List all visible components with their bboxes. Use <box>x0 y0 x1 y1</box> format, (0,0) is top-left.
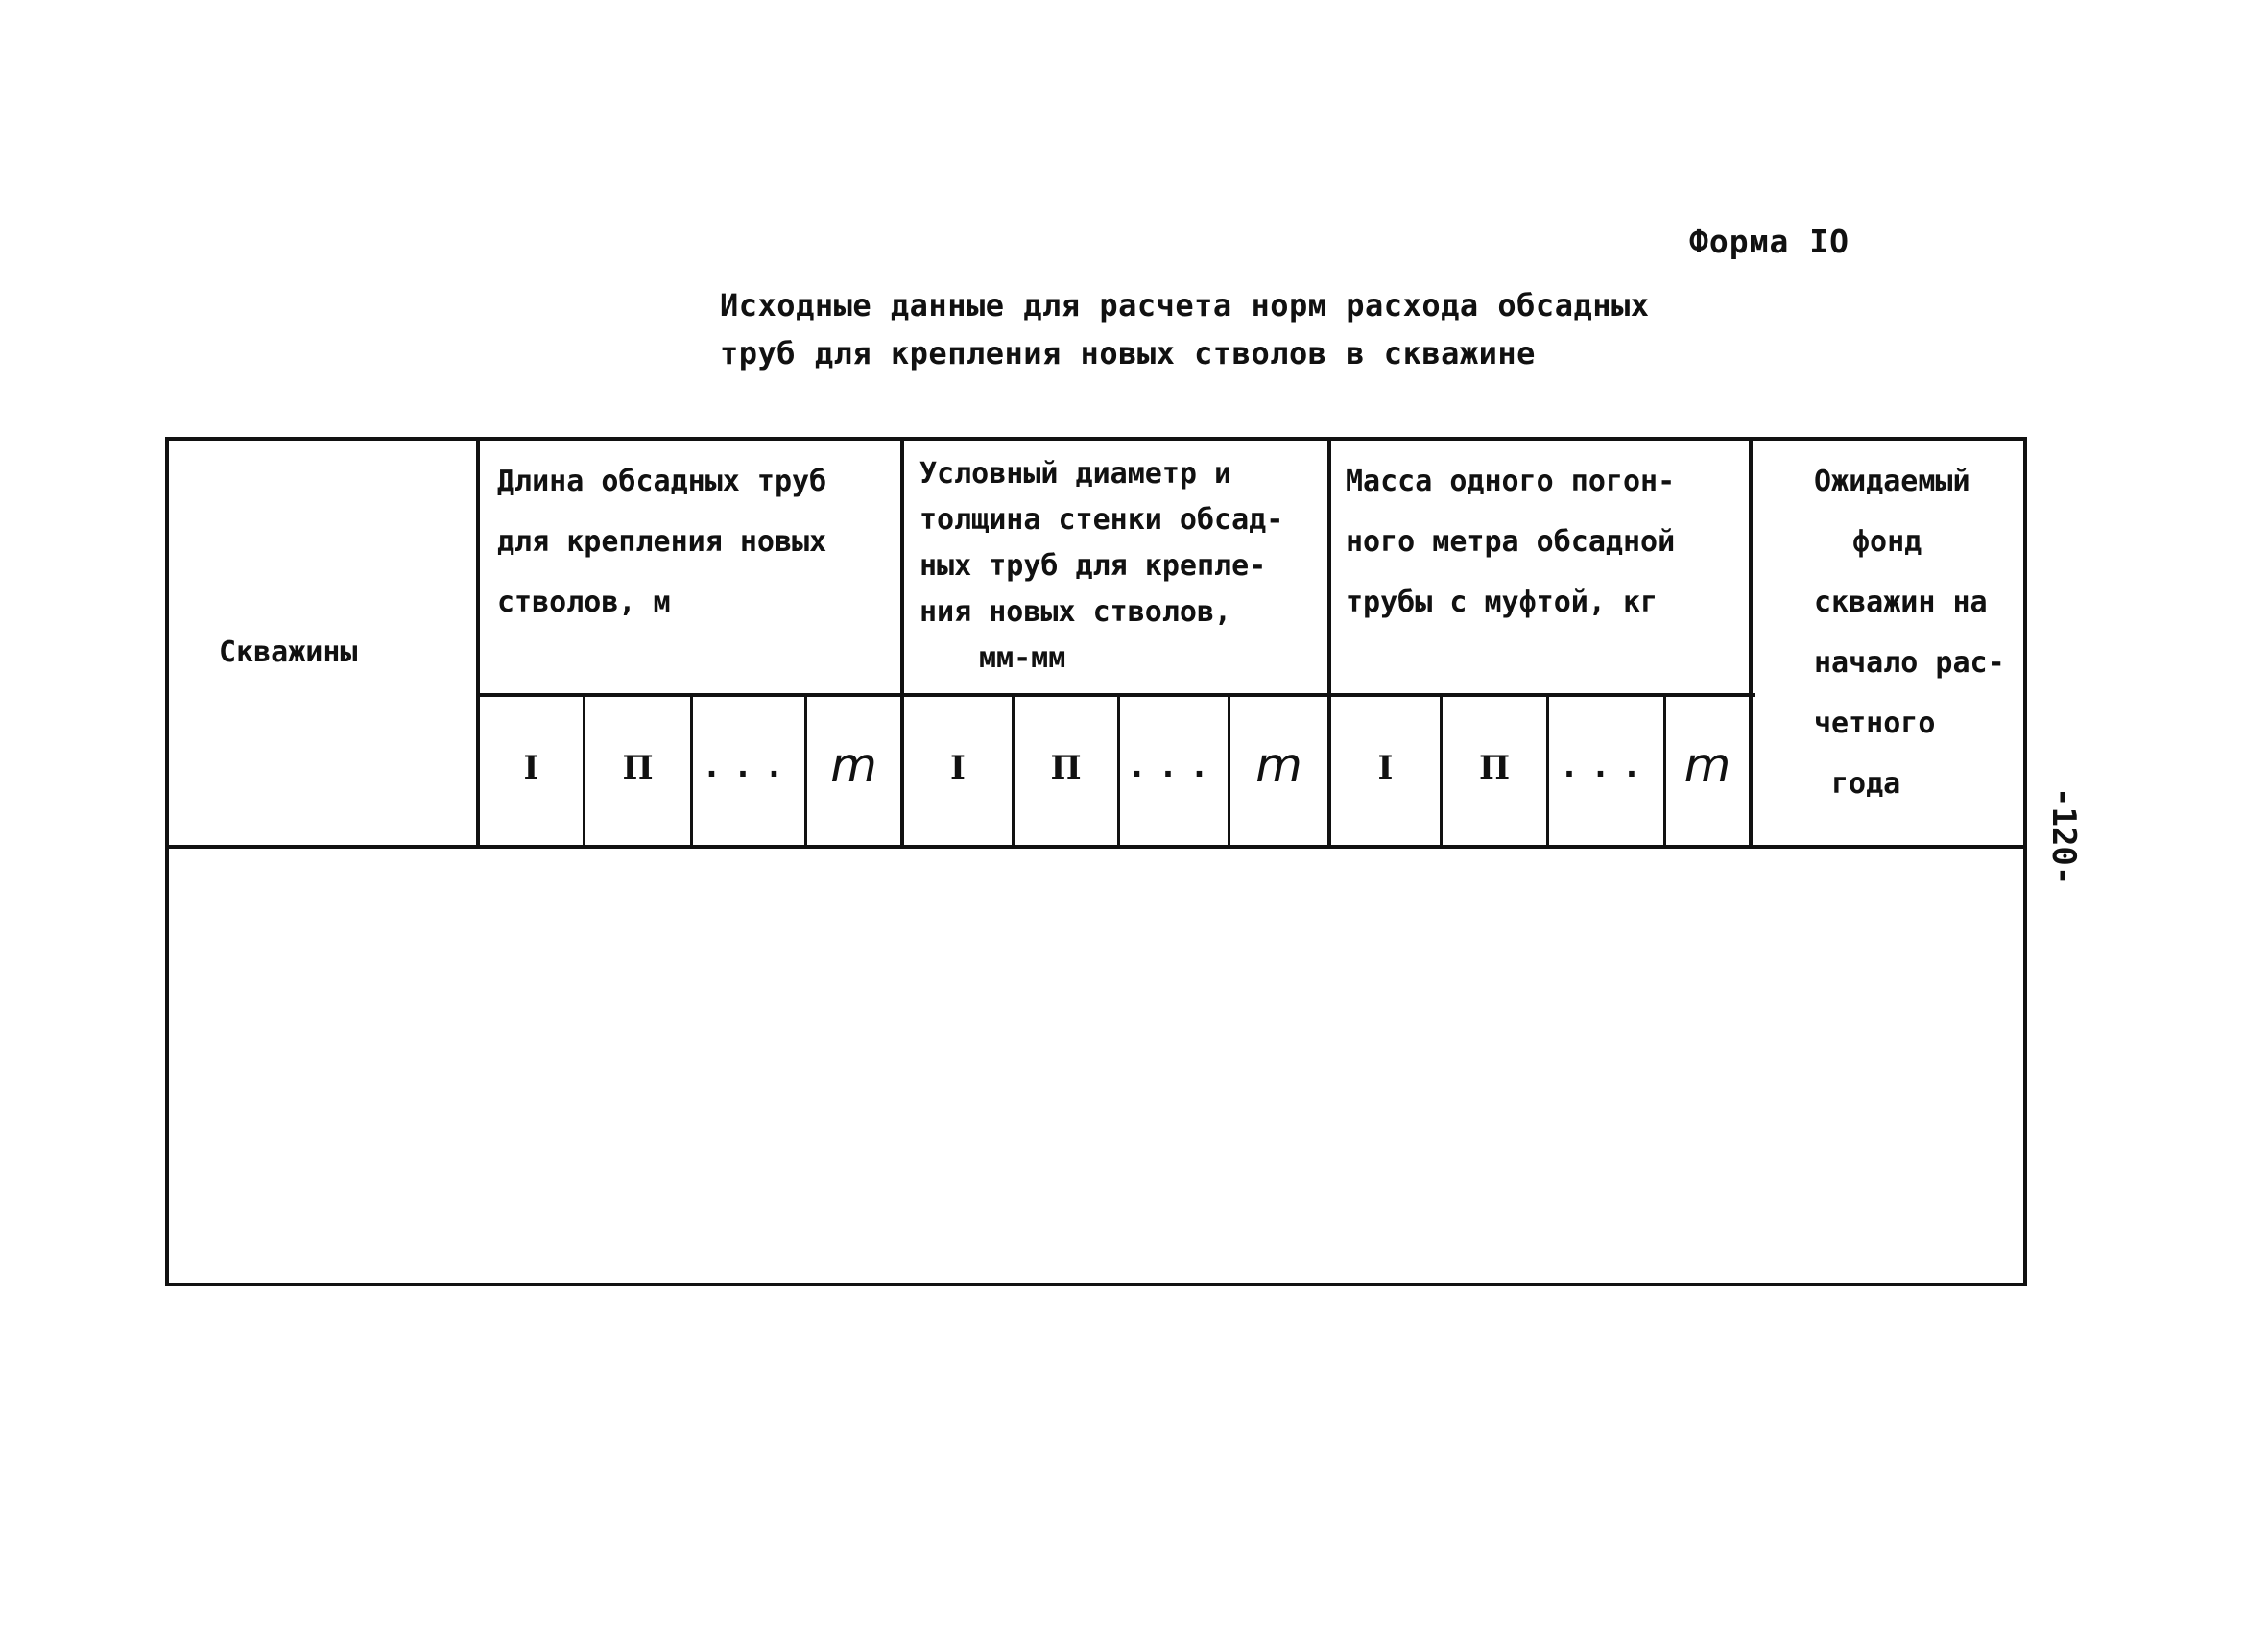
header-mass <box>1346 451 1675 633</box>
header-diameter-line: толщина стенки обсад- <box>919 503 1284 537</box>
header-fund-line: года <box>1831 767 1901 801</box>
header-diameter-line: ния новых стволов, <box>919 595 1232 629</box>
title-line-2: труб для крепления новых стволов в скважине <box>720 335 1536 372</box>
header-wells: Скважины <box>219 636 358 669</box>
subcol-label-2: П <box>1478 749 1511 787</box>
col-divider-4 <box>1749 437 1753 848</box>
header-fund-line: скважин на <box>1814 586 1988 619</box>
header-length-line: стволов, м <box>497 586 671 619</box>
header-fund-line: Ожидаемый <box>1814 465 1970 498</box>
page-number: -120- <box>2044 787 2083 886</box>
document-title <box>720 281 1650 377</box>
form-number: Форма IO <box>1689 223 1850 260</box>
header-fund <box>1814 451 2005 814</box>
header-fund-line: четного <box>1814 707 1936 740</box>
subcol-ellipsis: ... <box>1559 747 1654 785</box>
header-fund-line: фонд <box>1852 525 1922 559</box>
subcol-label-2: П <box>622 749 654 787</box>
subcol-label-1: I <box>950 749 966 787</box>
subcol-label-m: m <box>830 737 877 793</box>
header-length <box>497 451 826 633</box>
subcol-label-2: П <box>1050 749 1082 787</box>
header-mass-line: ного метра обсадной <box>1346 525 1676 559</box>
subcol-label-1: I <box>1377 749 1394 787</box>
subcol-label-m: m <box>1683 737 1731 793</box>
title-line-1: Исходные данные для расчета норм расхода обсадных <box>720 287 1650 324</box>
header-length-line: Длина обсадных труб <box>497 465 827 498</box>
header-diameter-line: Условный диаметр и <box>919 457 1232 491</box>
subheader-divider <box>478 693 1755 697</box>
header-fund-line: начало рас- <box>1814 646 2005 680</box>
header-diameter-line: ных труб для крепле- <box>919 549 1267 583</box>
subcol-label-m: m <box>1255 737 1302 793</box>
table-data-area <box>169 849 2023 1283</box>
subcol-ellipsis: ... <box>702 747 796 785</box>
header-diameter-line: мм-мм <box>979 641 1066 675</box>
header-length-line: для крепления новых <box>497 525 827 559</box>
subcol-ellipsis: ... <box>1127 747 1221 785</box>
subcol-label-1: I <box>523 749 539 787</box>
header-mass-line: Масса одного погон- <box>1346 465 1676 498</box>
header-mass-line: трубы с муфтой, кг <box>1346 586 1659 619</box>
header-diameter <box>919 451 1283 682</box>
